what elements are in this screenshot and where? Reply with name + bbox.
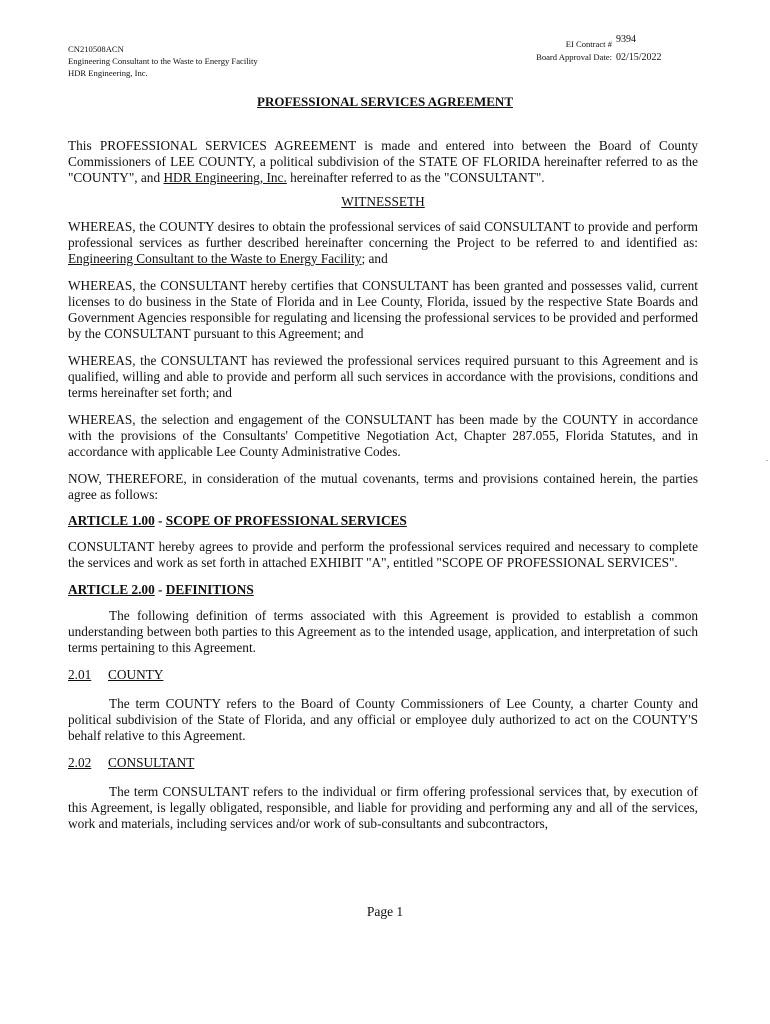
article-2-title: DEFINITIONS — [165, 582, 254, 597]
section-2-02-text: The term CONSULTANT refers to the individual or firm offering professional services that, by execution of this Agreement, is legally obligated, responsible, and liable for providing and performing any and all of the services, work and materials, including services and/or work of sub-consultants and subcontractors, — [68, 784, 698, 831]
section-2-01-text: The term COUNTY refers to the Board of County Commissioners of Lee County, a charter County and political subdivision of the State of Florida, and any official or employee duly authorized to act on the COUNTY'S behalf relative to this Agreement. — [68, 696, 698, 743]
whereas-paragraph-1 — [68, 219, 698, 267]
section-2-02-heading — [68, 755, 698, 771]
article-2-sep: - — [154, 582, 166, 597]
whereas-1-end: ; and — [361, 251, 388, 266]
article-1-title: SCOPE OF PROFESSIONAL SERVICES — [165, 513, 407, 528]
article-1-sep: - — [154, 513, 166, 528]
intro-paragraph — [68, 138, 698, 186]
article-1-text: CONSULTANT hereby agrees to provide and perform the professional services required and necessary to complete the services and work as set forth in attached EXHIBIT "A", entitled "SCOPE OF PROFESSIONAL SERVICES". — [68, 539, 698, 570]
intro-text-end: hereinafter referred to as the "CONSULTANT". — [286, 170, 545, 185]
contract-number: 9394 — [616, 34, 636, 45]
whereas-paragraph-2: WHEREAS, the CONSULTANT hereby certifies that CONSULTANT has been granted and possesses valid, current licenses to do business in the State of Florida and in Lee County, Florida, issued by the respective State Boards and Government Agencies responsible for regulating and licensing the professional services to be provided and performed by the CONSULTANT pursuant to this Agreement; and — [68, 278, 698, 341]
contract-label: EI Contract # — [565, 39, 612, 49]
header-firm-name: HDR Engineering, Inc. — [68, 68, 148, 78]
margin-mark: . — [766, 453, 769, 463]
project-name: Engineering Consultant to the Waste to Energy Facility — [68, 251, 362, 266]
approval-date: 02/15/2022 — [616, 52, 662, 63]
section-2-02-title: CONSULTANT — [108, 755, 195, 770]
section-2-02-number: 2.02 — [68, 755, 92, 770]
article-2-text: The following definition of terms associated with this Agreement is provided to establish a common understanding between both parties to this Agreement as to the intended usage, application, and interpretation of such terms pertaining to this Agreement. — [68, 608, 698, 655]
article-2-number: ARTICLE 2.00 — [68, 582, 155, 597]
header-project-name: Engineering Consultant to the Waste to Energy Facility — [68, 56, 258, 66]
intro-text: This PROFESSIONAL SERVICES AGREEMENT is made and entered into between the Board of County Commissioners of LEE COUNTY, a political subdivision of the STATE OF FLORIDA hereinafter referred to as the "COUNTY", and — [68, 138, 698, 185]
consultant-name: HDR Engineering, Inc. — [163, 170, 287, 185]
page-number: Page 1 — [366, 904, 404, 919]
article-1-number: ARTICLE 1.00 — [68, 513, 155, 528]
header-file-code: CN210508ACN — [68, 44, 124, 54]
whereas-1-text: WHEREAS, the COUNTY desires to obtain the professional services of said CONSULTANT to provide and perform professional services as further described hereinafter concerning the Project to be referred to and identified as: — [68, 219, 698, 250]
section-2-01-title: COUNTY — [108, 667, 164, 682]
section-2-01-heading — [68, 667, 698, 683]
header-left — [68, 43, 348, 79]
witnesseth-heading: WITNESSETH — [341, 194, 425, 209]
article-2-heading — [68, 582, 698, 598]
whereas-paragraph-3: WHEREAS, the CONSULTANT has reviewed the professional services required pursuant to this Agreement and is qualified, willing and able to provide and perform all such services in accordance with the provisions, conditions and terms hereinafter set forth; and — [68, 353, 698, 400]
agreement-body — [68, 138, 698, 832]
approval-label: Board Approval Date: — [536, 52, 612, 62]
whereas-paragraph-4: WHEREAS, the selection and engagement of the CONSULTANT has been made by the COUNTY in accordance with the provisions of the Consultants' Competitive Negotiation Act, Chapter 287.055, Florida Statutes, and in accordance with applicable Lee County Administrative Codes. — [68, 412, 698, 459]
page-title: PROFESSIONAL SERVICES AGREEMENT — [257, 94, 513, 109]
now-therefore-paragraph: NOW, THEREFORE, in consideration of the mutual covenants, terms and provisions contained herein, the parties agree as follows: — [68, 471, 698, 502]
header-right — [520, 34, 720, 64]
section-2-01-number: 2.01 — [68, 667, 92, 682]
article-1-heading — [68, 513, 698, 529]
